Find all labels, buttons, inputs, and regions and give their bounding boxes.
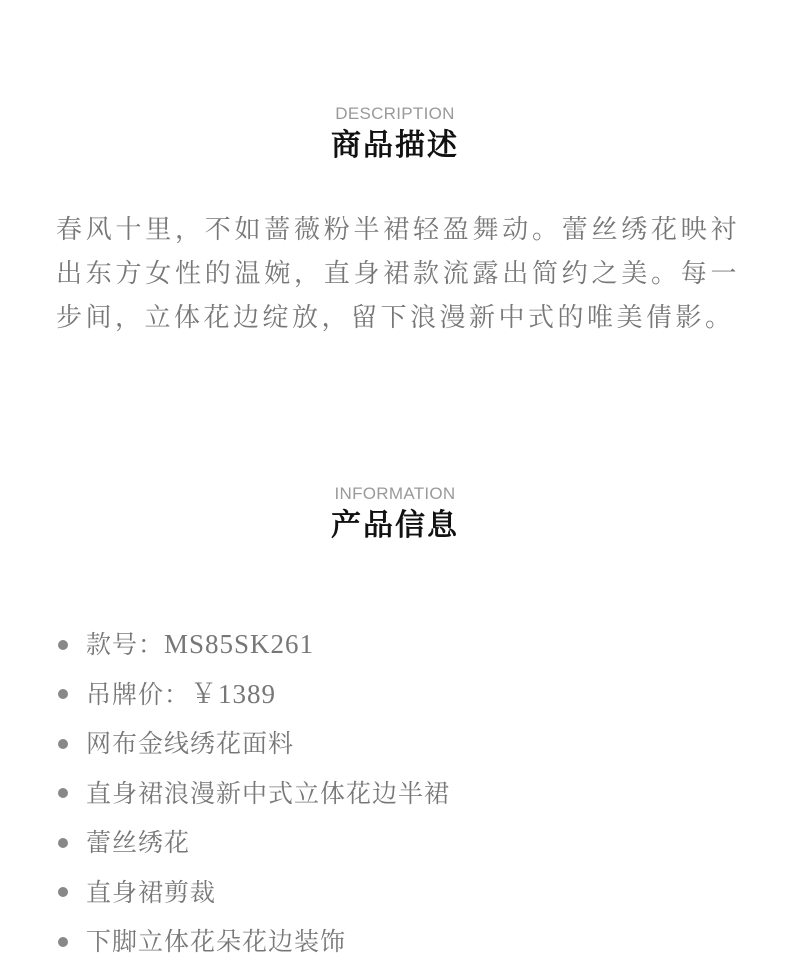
info-item-label: 吊牌价： <box>86 679 191 709</box>
information-title: 产品信息 <box>331 508 459 543</box>
description-header <box>0 104 790 164</box>
info-item-label: 蕾丝绣花 <box>86 828 191 857</box>
info-item-label: 直身裙剪裁 <box>86 877 217 907</box>
description-en-label: DESCRIPTION <box>335 104 455 123</box>
info-item-value: ￥1389 <box>190 678 277 709</box>
information-header <box>0 484 790 544</box>
info-item-label: 直身裙浪漫新中式立体花边半裙 <box>86 778 451 808</box>
info-item-hem <box>58 917 450 967</box>
information-list <box>58 620 450 967</box>
information-en-label: INFORMATION <box>334 484 456 503</box>
info-item-cut <box>58 868 450 918</box>
bullet-dot-icon <box>58 689 68 699</box>
bullet-dot-icon <box>58 640 68 650</box>
bullet-dot-icon <box>58 937 68 947</box>
description-text: 春风十里，不如蔷薇粉半裙轻盈舞动。蕾丝绣花映衬出东方女性的温婉，直身裙款流露出简约之美。每一步间，立体花边绽放，留下浪漫新中式的唯美倩影。 <box>56 215 740 333</box>
info-item-fabric <box>58 719 450 769</box>
info-item-style <box>58 769 450 819</box>
bullet-dot-icon <box>58 838 68 848</box>
description-title: 商品描述 <box>331 128 459 163</box>
info-item-label: 下脚立体花朵花边装饰 <box>86 927 347 956</box>
info-item-label: 网布金线绣花面料 <box>86 729 295 758</box>
info-item-lace <box>58 818 450 868</box>
bullet-dot-icon <box>58 887 68 897</box>
info-item-style-number <box>58 620 450 670</box>
bullet-dot-icon <box>58 788 68 798</box>
bullet-dot-icon <box>58 739 68 749</box>
info-item-tag-price <box>58 670 450 720</box>
info-item-label: 款号： <box>86 630 165 659</box>
info-item-value: MS85SK261 <box>164 629 315 659</box>
